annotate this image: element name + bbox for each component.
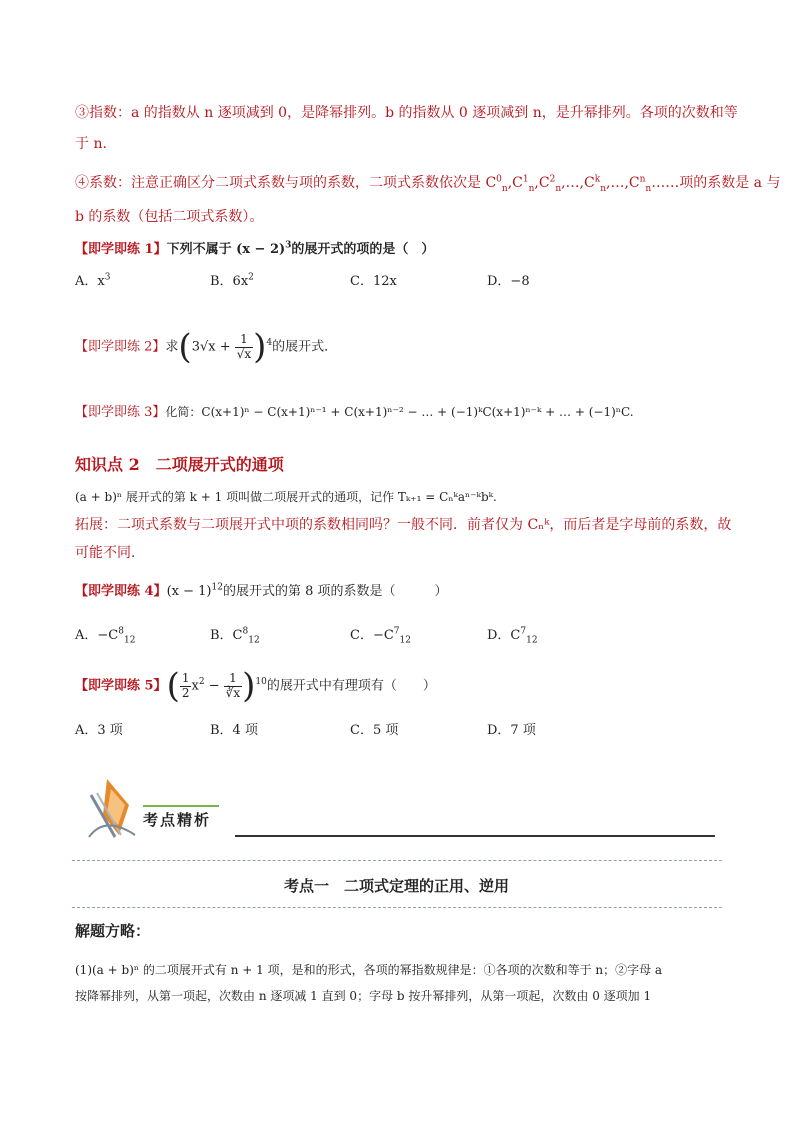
exercise-4-expr: (x − 1) xyxy=(166,584,212,599)
exercise-4-tag: 【即学即练 4】 xyxy=(75,584,167,599)
exercise-1 xyxy=(75,238,434,257)
exercise-5: 【即学即练 5】( $\frac{1}{2}$ $x^2$ − $\frac{1}{∛x}$ )$^{10}$的展开式中有理项有（ ） xyxy=(75,666,436,706)
exercise-5-den2: ∛x xyxy=(225,685,241,700)
exercise-1-question: 下列不属于 (x − 2) xyxy=(166,242,286,257)
exercise-1-option-a: A．$x^3$ xyxy=(75,272,111,289)
dashed-divider-top xyxy=(72,860,722,861)
exercise-4-option-c: C．$-C^7_{12}$ xyxy=(350,626,411,646)
exercise-3-question: 化简：C(x+1)ⁿ − C(x+1)ⁿ⁻¹ + C(x+1)ⁿ⁻² − … + (−1)ᵏC(x+1)ⁿ⁻ᵏ + … + (−1)ⁿC. xyxy=(165,405,634,419)
ruler-pencil-icon xyxy=(85,775,155,841)
exercise-1-question-tail: 的展开式的项的是（ ） xyxy=(291,242,435,257)
exercise-4-option-d: D．$C^7_{12}$ xyxy=(487,626,538,646)
exercise-5-option-a: A．3 项 xyxy=(75,723,123,738)
dashed-divider-bottom xyxy=(72,907,722,908)
exercise-3-tag: 【即学即练 3】 xyxy=(75,405,166,420)
exercise-2-post: 的展开式． xyxy=(272,339,338,355)
topic-1-title: 考点一 二项式定理的正用、逆用 xyxy=(283,877,509,895)
exercise-1-option-b: B．$6x^2$ xyxy=(210,272,254,289)
exercise-5-num1: 1 xyxy=(181,671,190,686)
exercise-5-exp: 10 xyxy=(255,677,267,688)
exercise-5-minus: − xyxy=(204,678,224,694)
banner-green-rule xyxy=(143,805,219,807)
method-line2: 按降幂排列，从第一项起，次数由 n 逐项减 1 直到 0；字母 b 按升幂排列，从第一项起，次数由 0 逐项加 1 xyxy=(75,989,652,1003)
exercise-5-option-c: C．5 项 xyxy=(350,723,399,738)
coefficient-rule-line: ④系数：注意正确区分二项式系数与项的系数，二项式系数依次是 $C^0_n,C^1_n,C^2_n,\dots,C^k_n,\dots,C^n_n\dots\dots$项的系数是 a 与 xyxy=(75,174,781,194)
section-banner xyxy=(85,775,725,845)
exercise-4-exp: 12 xyxy=(211,582,223,593)
banner-label: 考点精析 xyxy=(143,811,212,829)
exponent-rule-line2: 于 n. xyxy=(75,136,107,152)
exercise-3 xyxy=(75,401,634,420)
exercise-5-mid: x xyxy=(191,678,199,694)
banner-underline xyxy=(235,835,715,837)
exercise-1-tag: 【即学即练 1】 xyxy=(75,242,167,257)
general-term-definition: (a + b)ⁿ 展开式的第 k + 1 项叫做二项展开式的通项，记作 Tₖ₊₁ = Cₙᵏaⁿ⁻ᵏbᵏ. xyxy=(75,490,497,504)
exercise-5-option-b: B．4 项 xyxy=(210,723,258,738)
exercise-4 xyxy=(75,580,447,599)
exercise-1-exp: 3 xyxy=(285,240,292,251)
exponent-rule-line1: ③指数：a 的指数从 n 逐项减到 0，是降幂排列。b 的指数从 0 逐项减到 n，是升幂排列。各项的次数和等 xyxy=(75,105,738,121)
coefficient-rule-text: ④系数：注意正确区分二项式系数与项的系数，二项式系数依次是 C xyxy=(75,175,497,191)
exercise-2-pre: 求 xyxy=(165,339,179,355)
coefficient-rule-tail: ……项的系数是 a 与 xyxy=(651,175,781,191)
exercise-5-den1: 2 xyxy=(181,685,190,700)
coefficient-rule-line2: b 的系数（包括二项式系数）。 xyxy=(75,209,264,225)
exercise-4-question: 的展开式的第 8 项的系数是（ ） xyxy=(222,584,448,599)
extension-line1: 拓展：二项式系数与二项展开式中项的系数相同吗？一般不同．前者仅为 Cₙᵏ，而后者是字母前的系数，故 xyxy=(75,517,732,533)
exercise-1-option-d: D．−8 xyxy=(487,274,530,289)
extension-line2: 可能不同． xyxy=(75,545,145,561)
exercise-5-tag: 【即学即练 5】 xyxy=(75,678,167,694)
exercise-5-option-d: D．7 项 xyxy=(487,723,536,738)
exercise-2-inner: 3√x + xyxy=(191,339,235,355)
exercise-5-num2: 1 xyxy=(224,672,242,686)
exercise-5-question: 的展开式中有理项有（ ） xyxy=(266,678,436,694)
exercise-4-option-a: A．$-C^8_{12}$ xyxy=(75,626,136,646)
knowledge-point-2-title: 知识点 2 二项展开式的通项 xyxy=(75,455,284,474)
exercise-2-den: √x xyxy=(236,346,252,361)
exercise-5-mid-exp: 2 xyxy=(198,677,205,688)
exercise-2-num: 1 xyxy=(235,333,253,347)
method-heading: 解题方略： xyxy=(75,922,151,940)
method-line1: (1)(a + b)ⁿ 的二项展开式有 n + 1 项，是和的形式，各项的幂指数规律是：①各项的次数和等于 n；②字母 a xyxy=(75,963,663,977)
exercise-1-option-c: C．12x xyxy=(350,274,397,289)
exercise-2-tag: 【即学即练 2】 xyxy=(75,339,166,355)
exercise-2: 【即学即练 2】求(3√x + $\frac{1}{√x}$ )$^4$的展开式． xyxy=(75,327,338,367)
exercise-4-option-b: B．$C^8_{12}$ xyxy=(210,626,260,646)
